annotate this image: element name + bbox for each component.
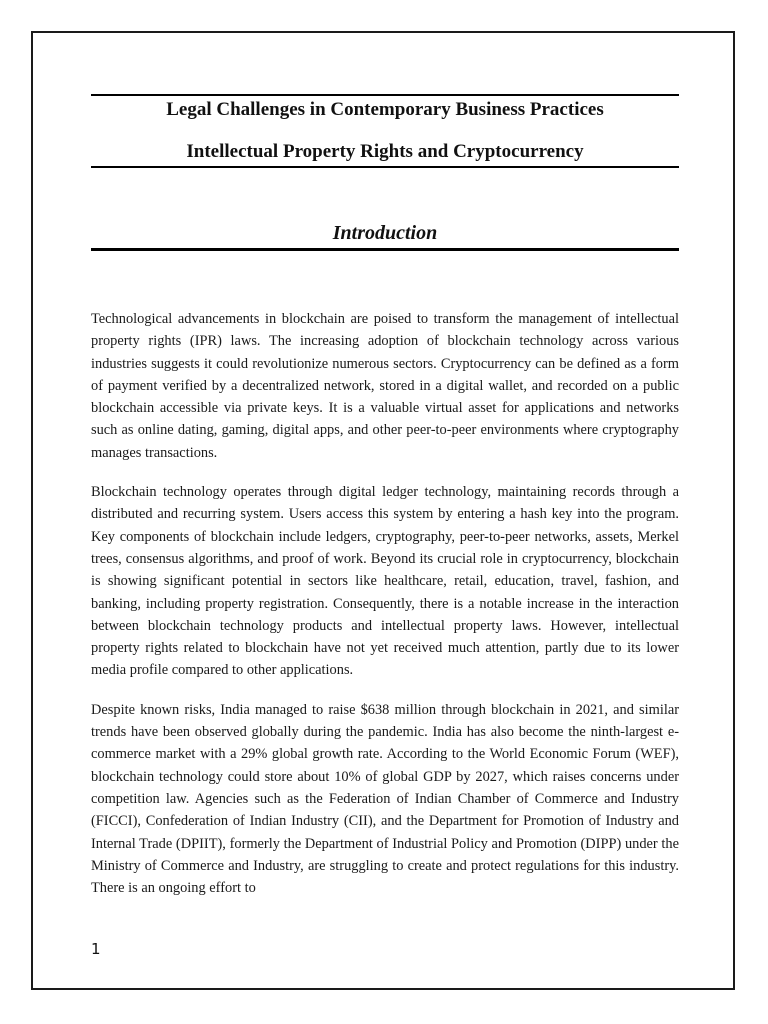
title-bottom-rule xyxy=(91,166,679,168)
document-page xyxy=(31,31,735,990)
section-heading-rule xyxy=(91,248,679,251)
paragraph: Blockchain technology operates through digital ledger technology, maintaining records through a distributed and recurring system. Users access this system by entering a hash key into the program. Key components of blockchain include ledgers, cryptography, peer-to-peer networks, assets, Merkel trees, consensus algorithms, and proof of work. Beyond its crucial role in cryptocurrency, blockchain is showing significant potential in sectors like healthcare, retail, education, travel, fashion, and banking, including property registration. Consequently, there is a notable increase in the interaction between blockchain technology products and intellectual property laws. However, intellectual property rights related to blockchain have not yet received much attention, partly due to its lower media profile compared to other applications. xyxy=(91,484,679,679)
paragraph: Technological advancements in blockchain are poised to transform the management of intellectual property rights (IPR) laws. The increasing adoption of blockchain technology across various industries suggests it could revolutionize numerous sectors. Cryptocurrency can be defined as a form of payment verified by a decentralized network, stored in a digital wallet, and recorded on a public blockchain accessible via private keys. It is a valuable virtual asset for applications and networks such as online dating, gaming, digital apps, and other peer-to-peer environments where cryptography manages transactions. xyxy=(91,311,679,461)
document-title: Legal Challenges in Contemporary Business Practices xyxy=(166,99,604,120)
title-top-rule xyxy=(91,94,679,96)
section-heading-introduction: Introduction xyxy=(332,222,438,244)
page-content xyxy=(91,94,679,916)
body-text xyxy=(91,308,679,899)
paragraph: Despite known risks, India managed to raise $638 million through blockchain in 2021, and similar trends have been observed globally during the pandemic. India has also become the ninth-largest e-commerce market with a 29% global growth rate. According to the World Economic Forum (WEF), blockchain technology could store about 10% of global GDP by 2027, which raises concerns under competition law. Agencies such as the Federation of Indian Chamber of Commerce and Industry (FICCI), Confederation of Indian Industry (CII), and the Department for Promotion of Industry and Internal Trade (DPIIT), formerly the Department of Industrial Policy and Promotion (DIPP) under the Ministry of Commerce and Industry, are struggling to create and protect regulations for this industry. There is an ongoing effort to xyxy=(91,701,679,897)
page-number: 1 xyxy=(91,940,101,958)
document-subtitle: Intellectual Property Rights and Cryptocurrency xyxy=(186,141,584,162)
